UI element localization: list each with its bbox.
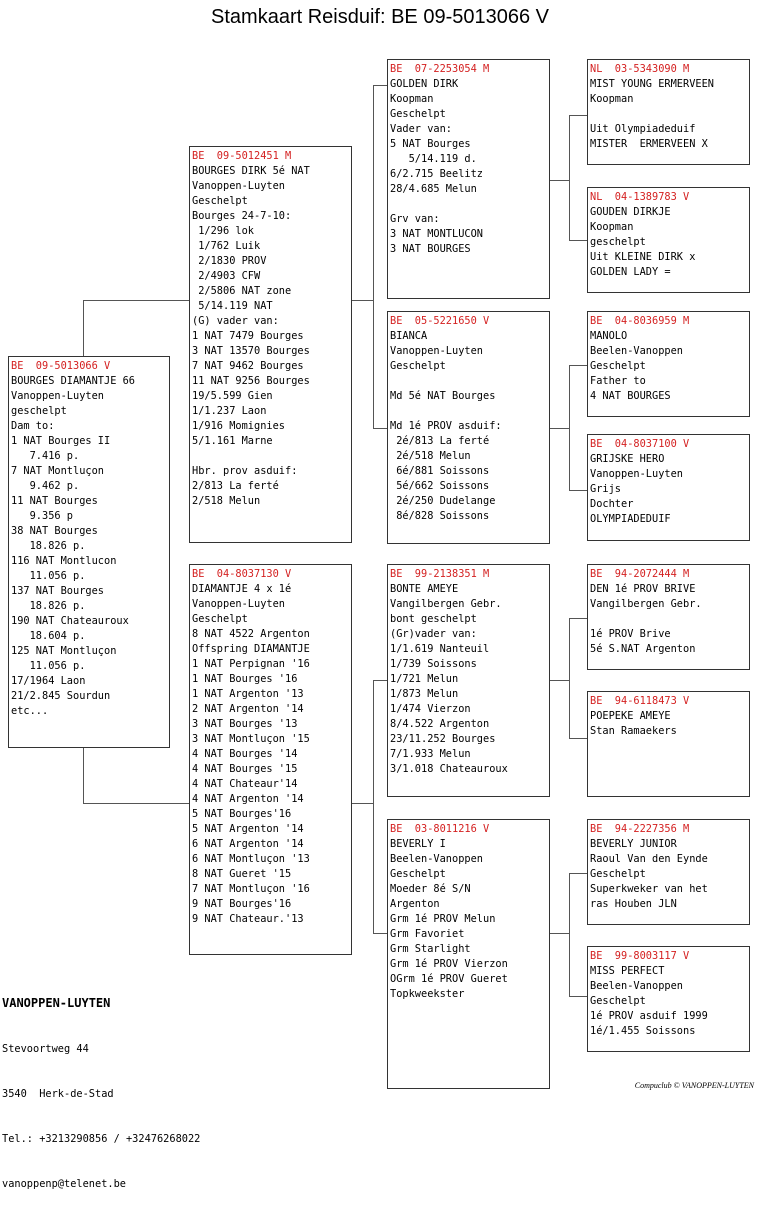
pedigree-line: GOUDEN DIRKJE [590,206,671,218]
pedigree-line: Md 5é NAT Bourges [390,390,496,402]
ring-number: BE 94-2072444 M [590,568,690,580]
pedigree-line: MIST YOUNG ERMERVEEN [590,78,714,90]
pedigree-line: Geschelpt [590,360,646,372]
connector-line [569,365,570,490]
ring-number: NL 03-5343090 M [590,63,690,75]
pedigree-line: BEVERLY I [390,838,446,850]
pedigree-line [590,612,747,627]
pedigree-line: Father to [590,375,646,387]
ring-number: BE 05-5221650 V [390,315,490,327]
pedigree-line: 4 NAT Bourges '15 [192,763,298,775]
owner-phone: Tel.: +3213290856 / +32476268022 [2,1133,201,1145]
pedigree-line: 18.826 p. [11,540,86,552]
pedigree-line: 1 NAT Bourges '16 [192,673,298,685]
pedigree-line: 1 NAT Bourges II [11,435,111,447]
pedigree-line: ras Houben JLN [590,898,677,910]
page-title: Stamkaart Reisduif: BE 09-5013066 V [211,6,549,28]
pigeon-card-sd-dam [587,434,750,541]
connector-line [569,240,588,241]
pedigree-line: Beelen-Vanoppen [590,345,683,357]
pedigree-line: 6 NAT Montluçon '13 [192,853,310,865]
pedigree-line: 9.462 p. [11,480,80,492]
ring-number: BE 94-6118473 V [590,695,690,707]
pedigree-line: geschelpt [590,236,646,248]
pedigree-line: 3/1.018 Chateauroux [390,763,508,775]
pedigree-line: 2/5806 NAT zone [192,285,292,297]
connector-line [83,748,84,804]
pedigree-line: 6/2.715 Beelitz [390,168,483,180]
ring-number: BE 03-8011216 V [390,823,490,835]
pedigree-line: 7/1.933 Melun [390,748,471,760]
connector-line [373,85,374,428]
ring-number: BE 07-2253054 M [390,63,490,75]
pigeon-card-ss-sire [587,59,750,165]
pedigree-line: Vangilbergen Gebr. [390,598,502,610]
pedigree-line: 2 NAT Argenton '14 [192,703,304,715]
owner-street: Stevoortweg 44 [2,1043,89,1055]
connector-line [373,933,388,934]
pedigree-line: 8 NAT 4522 Argenton [192,628,310,640]
pedigree-line: 11 NAT Bourges [11,495,98,507]
pedigree-line: 6é/881 Soissons [390,465,490,477]
pedigree-line: 21/2.845 Sourdun [11,690,111,702]
pedigree-line: 4 NAT Bourges '14 [192,748,298,760]
pedigree-line: BONTE AMEYE [390,583,459,595]
owner-email: vanoppenp@telenet.be [2,1178,126,1190]
pedigree-line: 5/14.119 NAT [192,300,273,312]
pedigree-line: 8/4.522 Argenton [390,718,490,730]
pedigree-line: 18.604 p. [11,630,86,642]
ring-number: BE 04-8036959 M [590,315,690,327]
pedigree-line: 125 NAT Montluçon [11,645,117,657]
pigeon-card-subject [8,356,170,748]
connector-line [83,803,189,804]
pigeon-card-ss-dam [587,187,750,293]
connector-line [569,738,588,739]
pedigree-line [590,107,747,122]
pedigree-line: 5/1.161 Marne [192,435,273,447]
pedigree-line: Stan Ramaekers [590,725,677,737]
pedigree-line: 2/1830 PROV [192,255,267,267]
pedigree-line: Grijs [590,483,621,495]
pedigree-line: Uit Olympiadeduif [590,123,696,135]
pedigree-line: 4 NAT Chateaur'14 [192,778,298,790]
owner-block [2,965,200,1207]
pedigree-line: 2é/518 Melun [390,450,471,462]
pedigree-line: 3 NAT BOURGES [390,243,471,255]
pedigree-line: Koopman [390,93,434,105]
connector-line [569,115,588,116]
ring-number: BE 94-2227356 M [590,823,690,835]
ring-number: BE 09-5013066 V [11,360,111,372]
connector-line [569,490,588,491]
pedigree-line: 11 NAT 9256 Bourges [192,375,310,387]
pedigree-line: Grm Favoriet [390,928,465,940]
pedigree-line: Geschelpt [390,360,446,372]
pedigree-line: Dam to: [11,420,55,432]
pedigree-line: Beelen-Vanoppen [590,980,683,992]
pedigree-line: 5é/662 Soissons [390,480,490,492]
pedigree-line: 18.826 p. [11,600,86,612]
connector-line [351,803,373,804]
connector-line [569,618,570,738]
pedigree-line: etc... [11,705,49,717]
pedigree-line: Geschelpt [590,995,646,1007]
pedigree-line: 137 NAT Bourges [11,585,104,597]
connector-line [569,115,570,240]
pigeon-card-ds-dam [587,691,750,797]
connector-line [351,300,373,301]
pigeon-card-sire-sire [387,59,550,299]
pedigree-line: Uit KLEINE DIRK x [590,251,696,263]
pedigree-line: 1/296 lok [192,225,254,237]
pedigree-line: 5 NAT Bourges [390,138,471,150]
pedigree-line: Geschelpt [390,108,446,120]
pedigree-line: Argenton [390,898,440,910]
connector-line [373,680,374,933]
pedigree-line: 1 NAT Perpignan '16 [192,658,310,670]
pedigree-line: Beelen-Vanoppen [390,853,483,865]
pedigree-line: 5/14.119 d. [390,153,477,165]
pigeon-card-sd-sire [587,311,750,417]
pedigree-line: Vader van: [390,123,452,135]
pedigree-line: Moeder 8é S/N [390,883,471,895]
footer-credit: Compuclub © VANOPPEN-LUYTEN [634,1081,754,1090]
pedigree-line [390,197,547,212]
pedigree-line: Vanoppen-Luyten [390,345,483,357]
pigeon-card-sire [189,146,352,543]
pedigree-line: Grv van: [390,213,440,225]
pedigree-line: OGrm 1é PROV Gueret [390,973,508,985]
pedigree-line: 1é PROV asduif 1999 [590,1010,708,1022]
pedigree-line: 9 NAT Bourges'16 [192,898,292,910]
pedigree-line: 38 NAT Bourges [11,525,98,537]
pedigree-line: 7 NAT 9462 Bourges [192,360,304,372]
pedigree-line: 8é/828 Soissons [390,510,490,522]
pigeon-card-dam [189,564,352,955]
pedigree-line: DIAMANTJE 4 x 1é [192,583,292,595]
pedigree-line: 2/813 La ferté [192,480,279,492]
pedigree-line: 5 NAT Bourges'16 [192,808,292,820]
pedigree-line: Geschelpt [192,613,248,625]
connector-line [569,365,588,366]
pedigree-line: 5é S.NAT Argenton [590,643,696,655]
pedigree-line: MISS PERFECT [590,965,665,977]
pedigree-line: 11.056 p. [11,660,86,672]
pedigree-line: 1/739 Soissons [390,658,477,670]
connector-line [373,428,388,429]
pedigree-line: Bourges 24-7-10: [192,210,292,222]
pedigree-line: Vangilbergen Gebr. [590,598,702,610]
pedigree-line: Grm 1é PROV Melun [390,913,496,925]
pedigree-line: Grm Starlight [390,943,471,955]
pedigree-line: 7.416 p. [11,450,80,462]
pedigree-line: Vanoppen-Luyten [192,598,285,610]
connector-line [373,85,388,86]
pedigree-line: 2é/250 Dudelange [390,495,496,507]
pedigree-line: bont geschelpt [390,613,477,625]
pedigree-line: GOLDEN LADY = [590,266,671,278]
connector-line [549,180,569,181]
pedigree-line: Vanoppen-Luyten [192,180,285,192]
pedigree-line: Grm 1é PROV Vierzon [390,958,508,970]
pedigree-line: Md 1é PROV asduif: [390,420,502,432]
pedigree-line: Vanoppen-Luyten [11,390,104,402]
pedigree-line: 1/721 Melun [390,673,459,685]
pedigree-line: (Gr)vader van: [390,628,477,640]
pedigree-line: Topkweekster [390,988,465,1000]
ring-number: BE 99-2138351 M [390,568,490,580]
pedigree-line: 3 NAT 13570 Bourges [192,345,310,357]
pedigree-line: Dochter [590,498,634,510]
pedigree-line: 9 NAT Chateaur.'13 [192,913,304,925]
connector-line [549,428,569,429]
pigeon-card-dd-dam [587,946,750,1052]
pedigree-line: 116 NAT Montlucon [11,555,117,567]
pedigree-line: Superkweker van het [590,883,708,895]
ring-number: BE 99-8003117 V [590,950,690,962]
pedigree-line: GOLDEN DIRK [390,78,459,90]
pedigree-line: POEPEKE AMEYE [590,710,671,722]
pedigree-line: 1/1.237 Laon [192,405,267,417]
pedigree-line: 3 NAT Bourges '13 [192,718,298,730]
pedigree-line: Geschelpt [590,868,646,880]
pedigree-line: 8 NAT Gueret '15 [192,868,292,880]
pedigree-line: 2é/813 La ferté [390,435,490,447]
pedigree-line: 7 NAT Montluçon '16 [192,883,310,895]
pedigree-line: 4 NAT Argenton '14 [192,793,304,805]
ring-number: BE 09-5012451 M [192,150,292,162]
pedigree-line: 1/873 Melun [390,688,459,700]
pedigree-line: 2/518 Melun [192,495,261,507]
pedigree-line: BEVERLY JUNIOR [590,838,677,850]
pedigree-line: DEN 1é PROV BRIVE [590,583,696,595]
pedigree-line: Raoul Van den Eynde [590,853,708,865]
pedigree-line: 1/762 Luik [192,240,261,252]
pedigree-line: 3 NAT Montluçon '15 [192,733,310,745]
pedigree-line: 190 NAT Chateauroux [11,615,129,627]
pedigree-line: BOURGES DIAMANTJE 66 [11,375,135,387]
pedigree-line: Geschelpt [390,868,446,880]
pedigree-line [390,374,547,389]
connector-line [549,680,569,681]
pedigree-line: (G) vader van: [192,315,279,327]
pedigree-line: geschelpt [11,405,67,417]
pedigree-line [192,449,349,464]
pigeon-card-dd-sire [587,819,750,925]
pedigree-line: Koopman [590,93,634,105]
pedigree-line: 4 NAT BOURGES [590,390,671,402]
connector-line [569,873,588,874]
connector-line [569,873,570,996]
pedigree-line [390,404,547,419]
pedigree-line: 28/4.685 Melun [390,183,477,195]
pedigree-line: 11.056 p. [11,570,86,582]
pedigree-line: 1/916 Momignies [192,420,285,432]
pedigree-line: 1é/1.455 Soissons [590,1025,696,1037]
ring-number: NL 04-1389783 V [590,191,690,203]
pigeon-card-ds-sire [587,564,750,670]
pigeon-card-dam-sire [387,564,550,797]
pedigree-line: BIANCA [390,330,428,342]
ring-number: BE 04-8037130 V [192,568,292,580]
connector-line [83,300,189,301]
pedigree-line: 17/1964 Laon [11,675,86,687]
pedigree-line: 3 NAT MONTLUCON [390,228,483,240]
pedigree-line: 1 NAT Argenton '13 [192,688,304,700]
connector-line [373,680,388,681]
pedigree-line: 7 NAT Montluçon [11,465,104,477]
owner-name: VANOPPEN-LUYTEN [2,996,111,1010]
connector-line [83,300,84,357]
pedigree-line: 2/4903 CFW [192,270,261,282]
pedigree-line: 19/5.599 Gien [192,390,273,402]
pedigree-line: Offspring DIAMANTJE [192,643,310,655]
pedigree-line: 1é PROV Brive [590,628,671,640]
pedigree-line: BOURGES DIRK 5é NAT [192,165,310,177]
pedigree-line: MANOLO [590,330,628,342]
pedigree-line: 6 NAT Argenton '14 [192,838,304,850]
connector-line [549,933,569,934]
pedigree-line: 1 NAT 7479 Bourges [192,330,304,342]
pedigree-line: Hbr. prov asduif: [192,465,298,477]
pedigree-line: OLYMPIADEDUIF [590,513,671,525]
pedigree-line: 5 NAT Argenton '14 [192,823,304,835]
connector-line [569,996,588,997]
pedigree-line: Vanoppen-Luyten [590,468,683,480]
pedigree-line: Koopman [590,221,634,233]
pedigree-line: 1/474 Vierzon [390,703,471,715]
pedigree-line: MISTER ERMERVEEN X [590,138,708,150]
pedigree-line: 1/1.619 Nanteuil [390,643,490,655]
owner-city: 3540 Herk-de-Stad [2,1088,114,1100]
connector-line [569,618,588,619]
pedigree-line: 9.356 p [11,510,73,522]
pedigree-line: GRIJSKE HERO [590,453,665,465]
pigeon-card-dam-dam [387,819,550,1089]
pedigree-line: Geschelpt [192,195,248,207]
pigeon-card-sire-dam [387,311,550,544]
pedigree-line: 23/11.252 Bourges [390,733,496,745]
ring-number: BE 04-8037100 V [590,438,690,450]
